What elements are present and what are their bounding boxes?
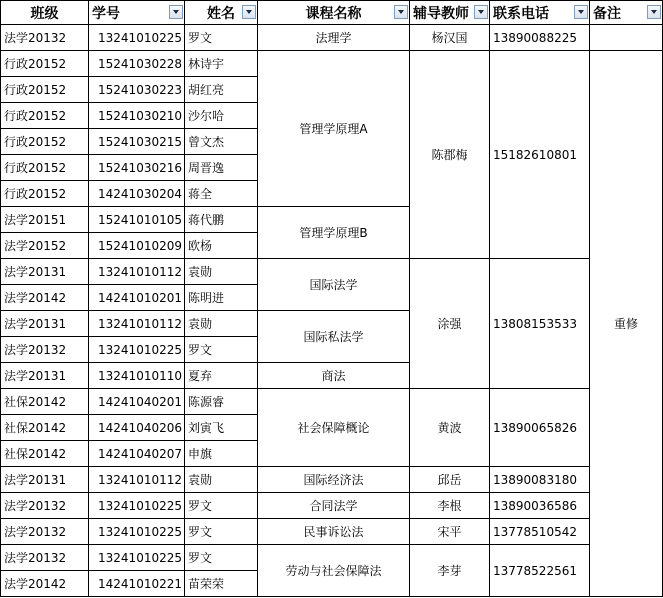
course-cell: 管理学原理B [258,207,410,259]
column-header-label: 班级 [30,5,59,22]
table-row [1,519,663,545]
table-row [1,467,663,493]
student-id-cell: 14241040201 [89,389,185,415]
phone-cell: 13778510542 [490,519,590,545]
class-cell: 法学20132 [1,519,89,545]
column-header [185,1,258,25]
student-name-cell: 曾文杰 [185,129,258,155]
student-name-cell: 罗文 [185,337,258,363]
student-id-cell: 13241010225 [89,337,185,363]
phone-cell: 13778522561 [490,545,590,597]
student-id-cell: 14241010201 [89,285,185,311]
class-cell: 社保20142 [1,389,89,415]
table-row [1,51,663,77]
course-cell: 劳动与社会保障法 [258,545,410,597]
student-id-cell: 14241010221 [89,571,185,597]
column-header [410,1,490,25]
student-id-cell: 14241030204 [89,181,185,207]
student-id-cell: 14241040206 [89,415,185,441]
table-row [1,493,663,519]
course-cell: 国际法学 [258,259,410,311]
column-header-label: 辅导教师 [413,5,469,22]
class-cell: 法学20132 [1,337,89,363]
course-cell: 管理学原理A [258,51,410,207]
class-cell: 行政20152 [1,103,89,129]
student-id-cell: 13241010112 [89,467,185,493]
course-cell: 法理学 [258,25,410,51]
remark-cell: 重修 [590,51,663,597]
class-cell: 法学20142 [1,285,89,311]
student-name-cell: 林诗宇 [185,51,258,77]
student-name-cell: 沙尔哈 [185,103,258,129]
phone-cell: 13890065826 [490,389,590,467]
teacher-cell: 宋平 [410,519,490,545]
student-id-cell: 15241010105 [89,207,185,233]
course-cell: 国际经济法 [258,467,410,493]
remark-empty-cell [590,25,663,51]
class-cell: 法学20132 [1,493,89,519]
filter-dropdown-icon[interactable] [574,5,588,19]
class-cell: 行政20152 [1,129,89,155]
teacher-cell: 李芽 [410,545,490,597]
class-cell: 社保20142 [1,441,89,467]
student-name-cell: 陈明进 [185,285,258,311]
student-name-cell: 周晋逸 [185,155,258,181]
class-cell: 法学20131 [1,363,89,389]
teacher-cell: 黄波 [410,389,490,467]
filter-dropdown-icon[interactable] [647,5,661,19]
class-cell: 行政20152 [1,155,89,181]
student-id-cell: 13241010225 [89,545,185,571]
teacher-cell: 邱岳 [410,467,490,493]
filter-dropdown-icon[interactable] [169,5,183,19]
student-id-cell: 13241010112 [89,311,185,337]
column-header [89,1,185,25]
student-name-cell: 罗文 [185,519,258,545]
phone-cell: 13808153533 [490,259,590,389]
teacher-cell: 杨汉国 [410,25,490,51]
teacher-cell: 李根 [410,493,490,519]
class-cell: 法学20152 [1,233,89,259]
filter-dropdown-icon[interactable] [474,5,488,19]
class-cell: 法学20131 [1,259,89,285]
filter-dropdown-icon[interactable] [242,5,256,19]
student-name-cell: 陈源睿 [185,389,258,415]
student-name-cell: 刘寅飞 [185,415,258,441]
student-name-cell: 胡红亮 [185,77,258,103]
student-id-cell: 15241030223 [89,77,185,103]
column-header-label: 联系电话 [493,5,549,22]
column-header [258,1,410,25]
class-cell: 法学20132 [1,545,89,571]
column-header [1,1,89,25]
student-name-cell: 袁勋 [185,467,258,493]
table-row [1,259,663,285]
student-name-cell: 苗荣荣 [185,571,258,597]
class-cell: 法学20151 [1,207,89,233]
column-header [490,1,590,25]
class-cell: 社保20142 [1,415,89,441]
student-name-cell: 罗文 [185,545,258,571]
student-id-cell: 14241040207 [89,441,185,467]
column-header-label: 学号 [92,5,120,22]
class-cell: 法学20131 [1,311,89,337]
table-row [1,25,663,51]
class-cell: 行政20152 [1,51,89,77]
student-id-cell: 13241010112 [89,259,185,285]
student-name-cell: 罗文 [185,493,258,519]
student-id-cell: 13241010110 [89,363,185,389]
student-name-cell: 袁勋 [185,259,258,285]
phone-cell: 13890083180 [490,467,590,493]
student-name-cell: 夏弃 [185,363,258,389]
student-name-cell: 袁勋 [185,311,258,337]
class-cell: 行政20152 [1,77,89,103]
filter-dropdown-icon[interactable] [394,5,408,19]
column-header [590,1,663,25]
student-name-cell: 蒋代鹏 [185,207,258,233]
class-cell: 行政20152 [1,181,89,207]
student-id-cell: 15241030210 [89,103,185,129]
course-cell: 合同法学 [258,493,410,519]
table-row [1,389,663,415]
course-cell: 社会保障概论 [258,389,410,467]
student-name-cell: 蒋全 [185,181,258,207]
student-id-cell: 13241010225 [89,519,185,545]
class-cell: 法学20131 [1,467,89,493]
header-row [1,1,663,25]
student-id-cell: 13241010225 [89,25,185,51]
column-header-label: 姓名 [207,5,235,22]
table-row [1,545,663,571]
teacher-cell: 陈郡梅 [410,51,490,259]
course-cell: 商法 [258,363,410,389]
student-name-cell: 罗文 [185,25,258,51]
student-id-cell: 13241010225 [89,493,185,519]
column-header-label: 课程名称 [305,5,362,22]
class-cell: 法学20132 [1,25,89,51]
phone-cell: 15182610801 [490,51,590,259]
course-cell: 国际私法学 [258,311,410,363]
student-id-cell: 15241030216 [89,155,185,181]
class-cell: 法学20142 [1,571,89,597]
table-body [1,25,663,597]
column-header-label: 备注 [593,5,621,22]
student-id-cell: 15241030228 [89,51,185,77]
student-name-cell: 欧杨 [185,233,258,259]
phone-cell: 13890088225 [490,25,590,51]
teacher-cell: 涂强 [410,259,490,389]
phone-cell: 13890036586 [490,493,590,519]
student-id-cell: 15241030215 [89,129,185,155]
course-cell: 民事诉讼法 [258,519,410,545]
student-name-cell: 申旗 [185,441,258,467]
student-id-cell: 15241010209 [89,233,185,259]
